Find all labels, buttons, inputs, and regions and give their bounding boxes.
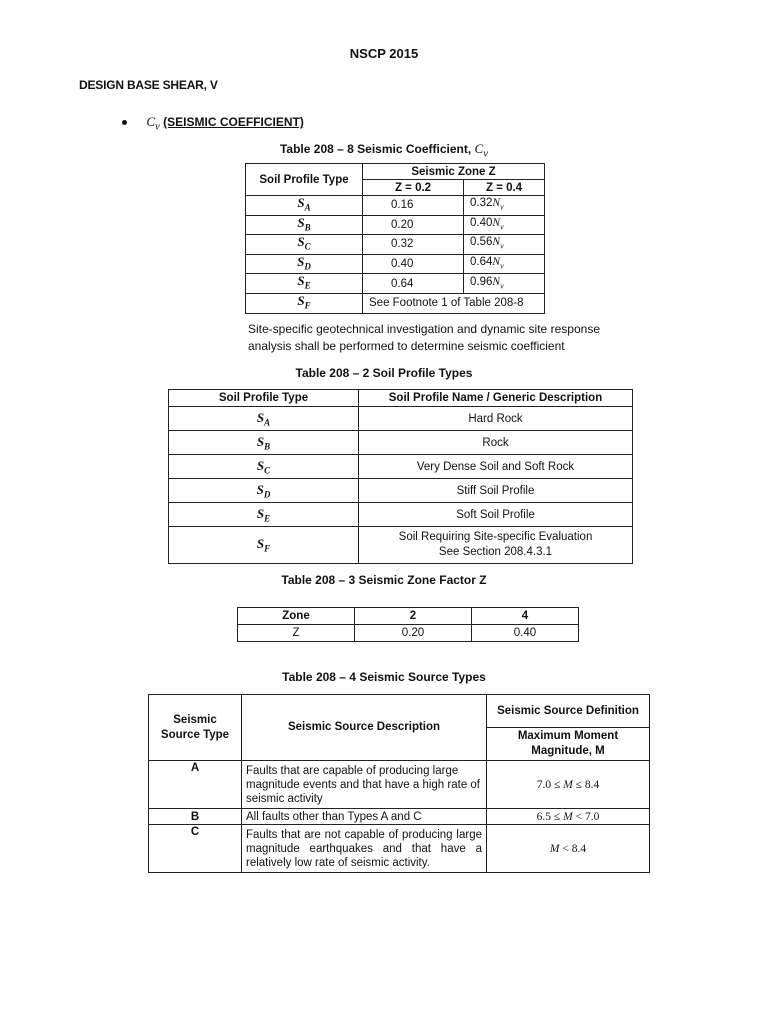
cell-z2: $0.64N_v$ — [464, 254, 545, 274]
soil-description: Very Dense Soil and Soft Rock — [359, 455, 633, 479]
bullet-item — [122, 114, 304, 133]
cell-value: 0.40 — [472, 625, 579, 642]
source-type: C — [149, 825, 242, 873]
col-max-moment-magnitude: Maximum Moment Magnitude, M — [487, 728, 650, 761]
col-soil-profile-type: Soil Profile Type — [169, 390, 359, 407]
cell-z2: $0.32N_v$ — [464, 196, 545, 216]
cell-z1: 0.20 — [363, 215, 464, 235]
table-row — [238, 625, 579, 642]
table-8-caption: Table 208 – 8 Seismic Coefficient, $C_v$ — [279, 141, 488, 160]
col-source-type: Seismic Source Type — [149, 695, 242, 761]
soil-symbol: $S_D$ — [246, 254, 363, 274]
note-paragraph: Site-specific geotechnical investigation and dynamic site response analysis shall be performed to determine seismic coefficient — [248, 322, 600, 353]
source-type: B — [149, 809, 242, 825]
soil-symbol: $S_C$ — [169, 455, 359, 479]
col-z1: Z = 0.2 — [363, 180, 464, 196]
source-description: Faults that are not capable of producing large magnitude earthquakes and that have a relatively low rate of seismic activity. — [242, 825, 487, 873]
bullet-dot — [122, 120, 127, 125]
soil-symbol: $S_F$ — [169, 527, 359, 564]
table-row — [169, 479, 633, 503]
seismic-zone-factor-table — [237, 607, 579, 642]
soil-symbol: $S_B$ — [169, 431, 359, 455]
magnitude-range: M < 8.4 — [487, 825, 650, 873]
magnitude-range: 6.5 ≤ M < 7.0 — [487, 809, 650, 825]
table-row — [169, 407, 633, 431]
table-row — [246, 215, 545, 235]
col-z2: Z = 0.4 — [464, 180, 545, 196]
source-type: A — [149, 761, 242, 809]
cell-z1: 0.16 — [363, 196, 464, 216]
table-row — [169, 455, 633, 479]
cell-value: 0.20 — [355, 625, 472, 642]
table-row — [169, 431, 633, 455]
section-title: DESIGN BASE SHEAR, V — [79, 78, 218, 92]
soil-description: Soil Requiring Site-specific Evaluation See Section 208.4.3.1 — [359, 527, 633, 564]
seismic-source-types-table — [148, 694, 650, 873]
table-row — [246, 235, 545, 255]
soil-description: Stiff Soil Profile — [359, 479, 633, 503]
cell-z1: 0.40 — [363, 254, 464, 274]
table-row — [169, 527, 633, 564]
cell-z2: $0.56N_v$ — [464, 235, 545, 255]
soil-symbol: $S_D$ — [169, 479, 359, 503]
table-row — [149, 761, 650, 809]
soil-symbol: $S_F$ — [246, 293, 363, 313]
soil-symbol: $S_A$ — [169, 407, 359, 431]
cell-z1: 0.64 — [363, 274, 464, 294]
magnitude-range: 7.0 ≤ M ≤ 8.4 — [487, 761, 650, 809]
table-3-caption: Table 208 – 3 Seismic Zone Factor Z — [281, 573, 487, 587]
cell-z2: $0.40N_v$ — [464, 215, 545, 235]
cell-z1: 0.32 — [363, 235, 464, 255]
cell-z2: $0.96N_v$ — [464, 274, 545, 294]
table-4-caption: Table 208 – 4 Seismic Source Types — [282, 670, 486, 684]
seismic-coefficient-table — [245, 163, 545, 314]
col-seismic-zone: Seismic Zone Z — [363, 164, 545, 180]
table-row — [246, 196, 545, 216]
col-soil-profile-type: Soil Profile Type — [246, 164, 363, 196]
table-row — [246, 274, 545, 294]
soil-description: Hard Rock — [359, 407, 633, 431]
soil-symbol: $S_B$ — [246, 215, 363, 235]
source-description: Faults that are capable of producing large magnitude events and that have a high rate of seismic activity — [242, 761, 487, 809]
table-row — [246, 293, 545, 313]
footnote-cell: See Footnote 1 of Table 208-8 — [363, 293, 545, 313]
soil-symbol: $S_A$ — [246, 196, 363, 216]
soil-symbol: $S_C$ — [246, 235, 363, 255]
soil-symbol: $S_E$ — [246, 274, 363, 294]
col-source-description: Seismic Source Description — [242, 695, 487, 761]
col-zone: Zone — [238, 608, 355, 625]
table-row — [246, 254, 545, 274]
table-row — [149, 809, 650, 825]
col-zone-4: 4 — [472, 608, 579, 625]
table-row — [149, 825, 650, 873]
col-description: Soil Profile Name / Generic Description — [359, 390, 633, 407]
source-description: All faults other than Types A and C — [242, 809, 487, 825]
col-zone-2: 2 — [355, 608, 472, 625]
soil-profile-types-table — [168, 389, 633, 564]
table-row — [169, 503, 633, 527]
cv-symbol: $C_v$ — [146, 114, 160, 133]
bullet-label: (SEISMIC COEFFICIENT) — [163, 115, 304, 129]
row-label: Z — [238, 625, 355, 642]
soil-description: Rock — [359, 431, 633, 455]
table-2-caption: Table 208 – 2 Soil Profile Types — [295, 366, 473, 380]
col-source-definition: Seismic Source Definition — [487, 695, 650, 728]
soil-symbol: $S_E$ — [169, 503, 359, 527]
document-header: NSCP 2015 — [349, 46, 419, 61]
soil-description: Soft Soil Profile — [359, 503, 633, 527]
